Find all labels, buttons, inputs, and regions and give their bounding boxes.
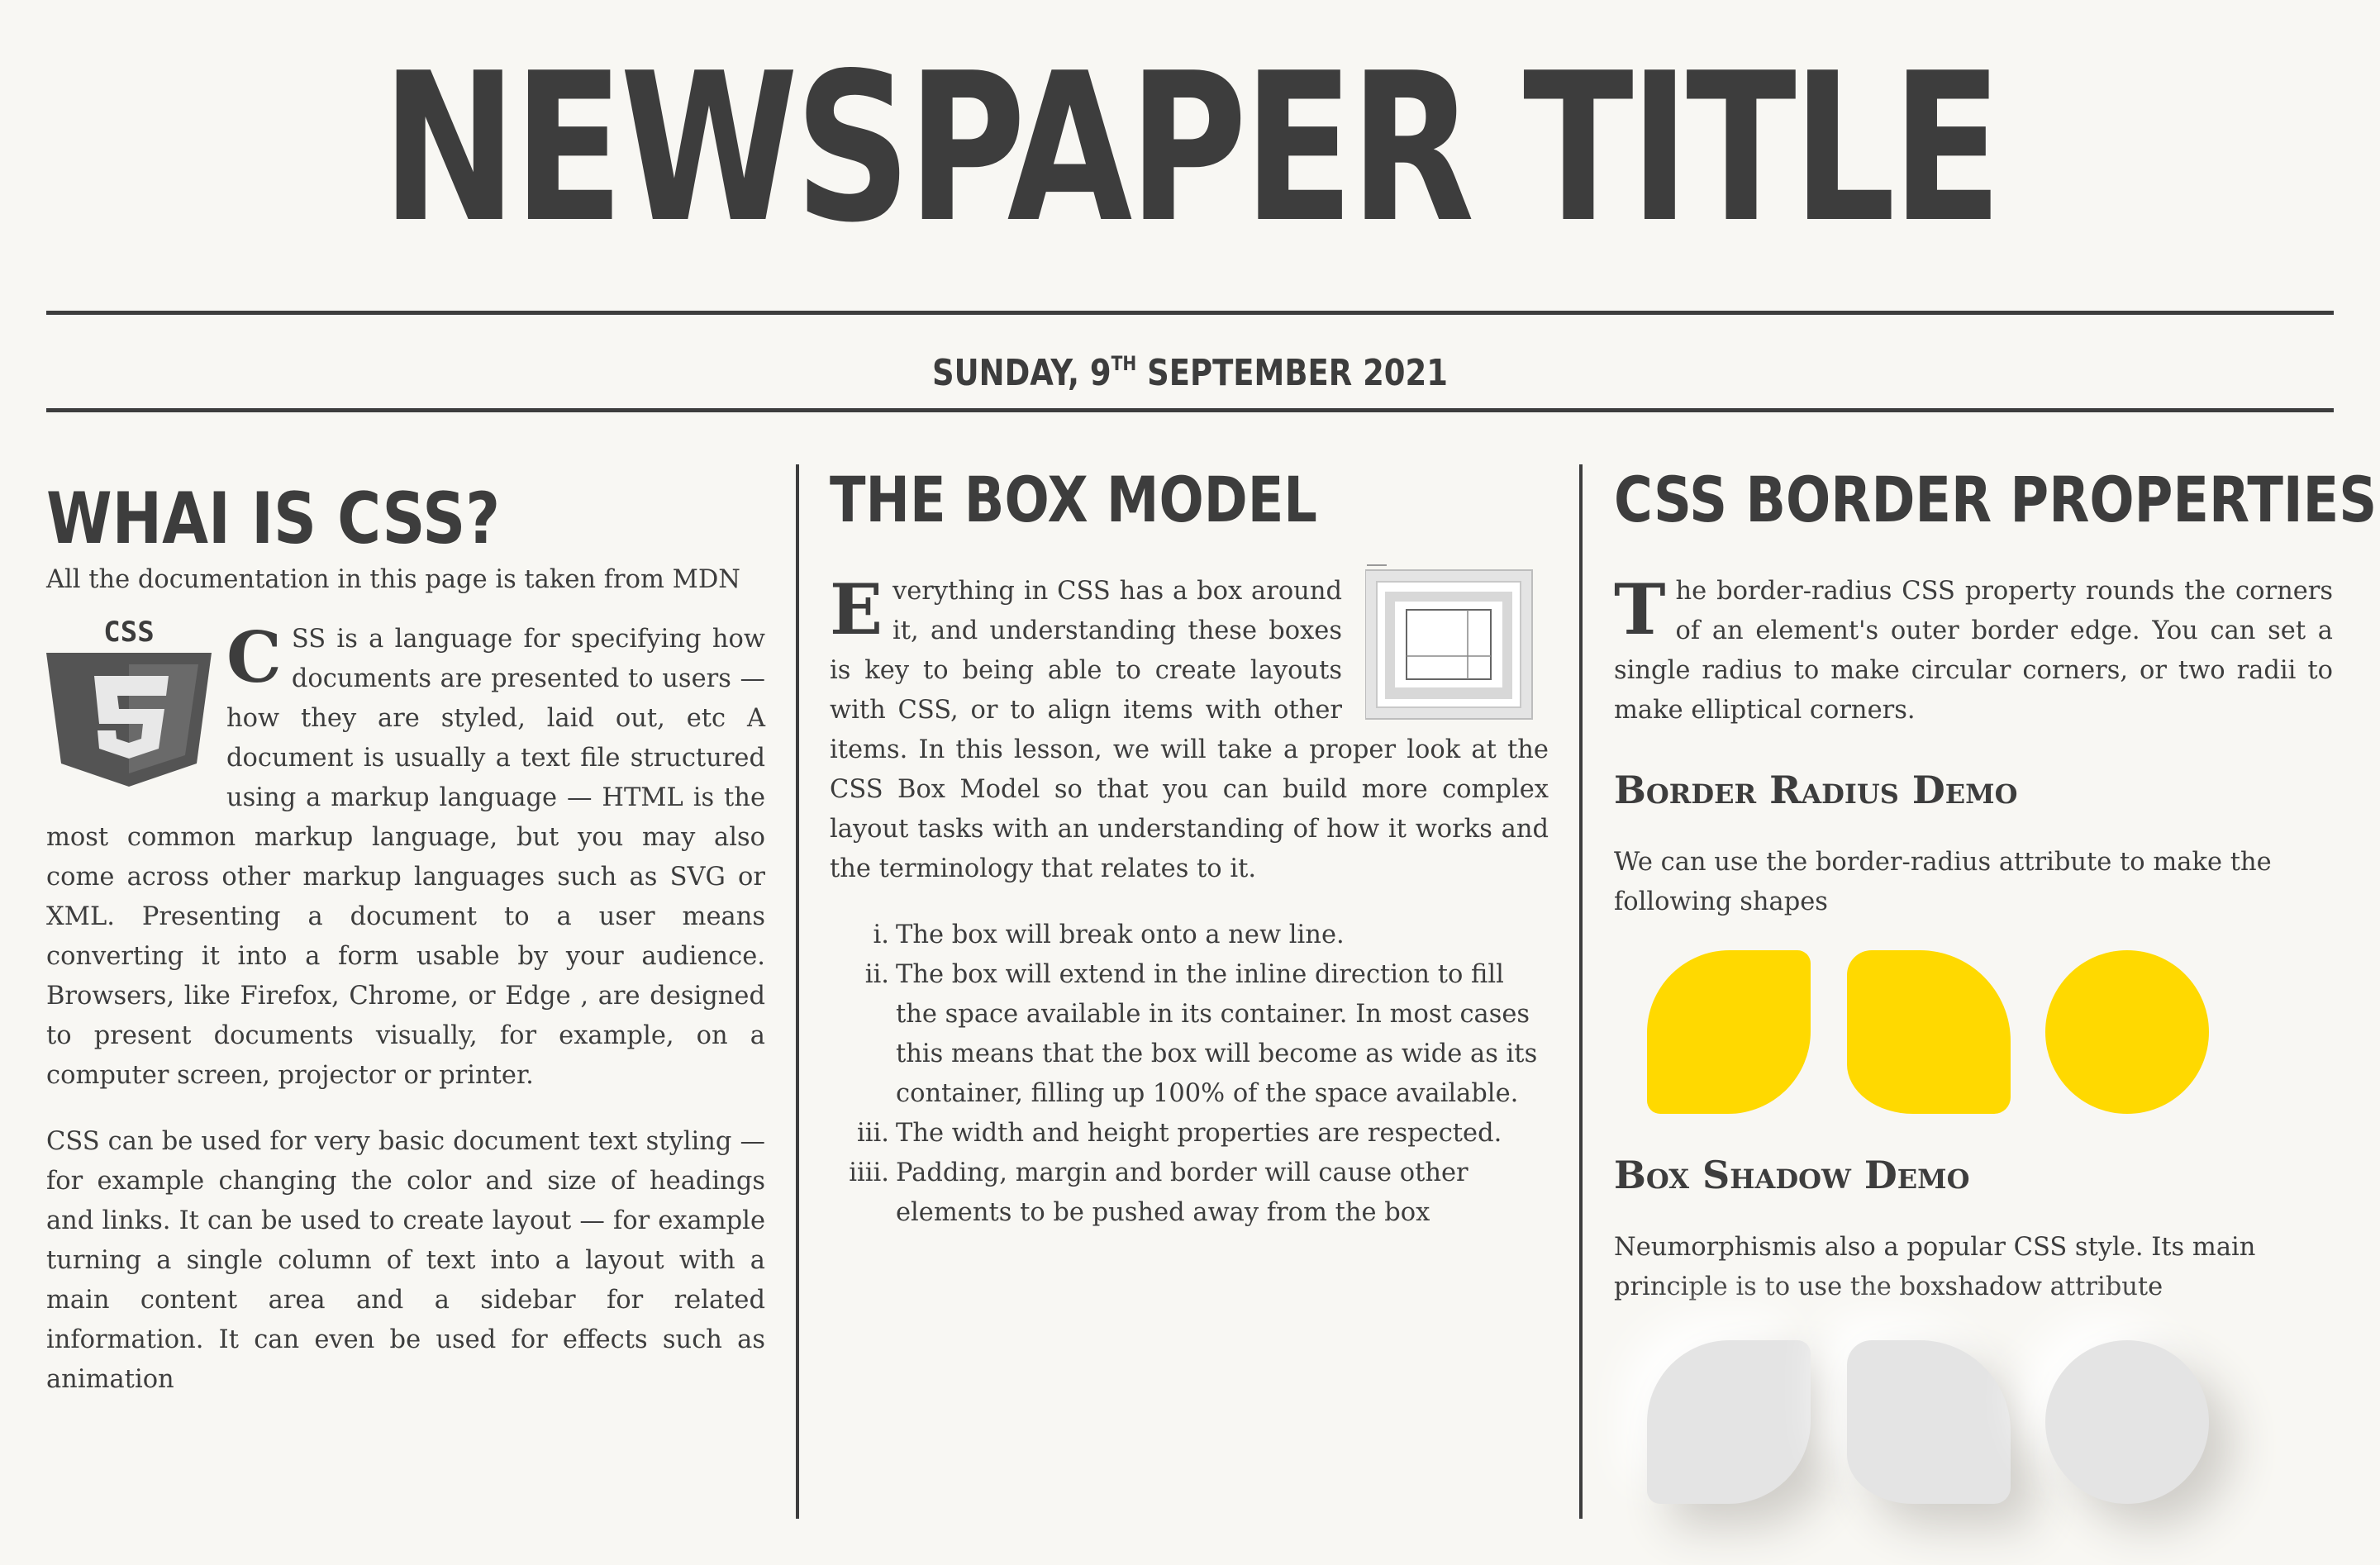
css3-logo: [46, 616, 212, 790]
date-rest: SEPTEMBER 2021: [1136, 352, 1448, 394]
dateline: [190, 340, 2189, 397]
box-model-list: [830, 916, 1549, 1233]
leaf-shape: [1647, 950, 1811, 1114]
heading-what-is-css: WHAI IS CSS?: [46, 478, 501, 560]
box-model-diagram-icon: [1365, 559, 1534, 721]
list-item: [830, 1114, 1549, 1154]
date-ordinal-suffix: TH: [1111, 352, 1137, 375]
newspaper-title: NEWSPAPER TITLE: [381, 30, 1999, 268]
box-shadow-demo: [1614, 1340, 2333, 1506]
drop-cap-e: E: [830, 568, 883, 650]
heading-border-properties: CSS BORDER PROPERTIES: [1614, 463, 2378, 536]
list-item-number: iii.: [857, 1119, 889, 1148]
date-weekday: SUNDAY, 9: [932, 352, 1111, 394]
masthead-rule-top: [46, 311, 2334, 315]
neumorph-leaf-shape: [1647, 1340, 1811, 1504]
neumorph-blob-shape: [1847, 1340, 2011, 1504]
circle-shape: [2045, 950, 2209, 1114]
list-item-text: The width and height properties are respected.: [896, 1119, 1502, 1148]
list-item-text: The box will break onto a new line.: [896, 920, 1345, 949]
source-note: All the documentation in this page is taken from MDN: [46, 565, 740, 594]
border-radius-demo: [1614, 950, 2333, 1115]
drop-cap-c: C: [226, 616, 282, 698]
list-item-text: The box will extend in the inline direction to fill the space available in its container. In most cases this means that the box will become as wide as its container, filling up 100% of the space available.: [896, 960, 1538, 1108]
border-properties-paragraph-text: he border-radius CSS property rounds the corners of an element's outer border edge. You can set a single radius to make circular corners, or two radii to make elliptical corners.: [1614, 577, 2333, 725]
list-item-number: i.: [873, 920, 889, 949]
column-box-model: [830, 463, 1549, 1233]
box-model-diagram: [1365, 559, 1534, 721]
list-item-text: Padding, margin and border will cause other elements to be pushed away from the box: [896, 1158, 1468, 1227]
border-radius-text: We can use the border-radius attribute to make the following shapes: [1614, 848, 2272, 916]
column-what-is-css: [46, 463, 765, 1400]
what-is-css-paragraph-2: CSS can be used for very basic document text styling — for example changing the color and size of headings and links. It can be used to create layout — for example turning a single column of text into a layout with a main content area and a sidebar for related information. It can even be used for effects such as animation: [46, 1127, 765, 1394]
column-border-properties: [1614, 463, 2378, 1506]
list-item: [830, 916, 1549, 955]
blob-shape: [1847, 950, 2011, 1114]
masthead-rule-bottom: [46, 408, 2334, 412]
box-model-paragraph-text: verything in CSS has a box around it, and understanding these boxes is key to being able to create layouts with CSS, or to align items with other items. In this lesson, we will take a proper look at the CSS Box Model so that you can build more complex layout tasks with an understanding of how it works and the terminology that relates to it.: [830, 577, 1549, 883]
neumorph-circle-shape: [2045, 1340, 2209, 1504]
column-divider-2: [1579, 464, 1583, 1519]
box-shadow-text: Neumorphismis also a popular CSS style. Its main principle is to use the boxshadow attribute: [1614, 1233, 2256, 1301]
heading-box-shadow-demo: Box Shadow Demo: [1614, 1153, 1970, 1197]
what-is-css-paragraph-1-text: SS is a language for specifying how documents are presented to users — how they are styled, laid out, etc A document is usually a text file structured using a markup language — HTML is the most common markup language, but you may also come across other markup languages such as SVG or XML. Presenting a document to a user means converting it into a form usable by your audience. Browsers, like Firefox, Chrome, or Edge , are designed to present documents visually, for example, on a computer screen, projector or printer.: [46, 625, 765, 1090]
list-item-number: ii.: [864, 960, 889, 989]
list-item: [830, 955, 1549, 1114]
heading-box-model: THE BOX MODEL: [830, 463, 1317, 536]
list-item-number: iiii.: [849, 1158, 889, 1187]
css3-shield-icon: [46, 616, 212, 790]
list-item: [830, 1154, 1549, 1233]
column-divider-1: [796, 464, 799, 1519]
heading-border-radius-demo: Border Radius Demo: [1614, 768, 2018, 812]
css3-logo-text: CSS: [103, 616, 155, 649]
border-properties-paragraph: [1614, 568, 2333, 730]
drop-cap-t: T: [1614, 568, 1666, 650]
